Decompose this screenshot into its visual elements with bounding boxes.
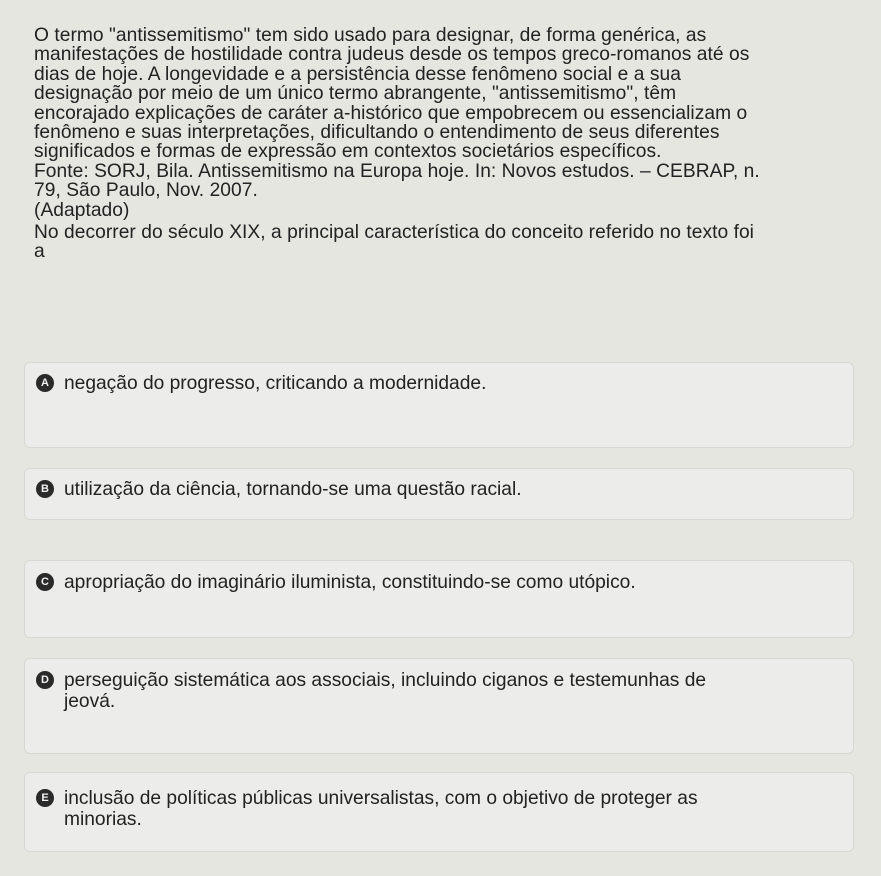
option-c-text: apropriação do imaginário iluminista, constituindo-se como utópico.	[64, 572, 636, 593]
question-line: encorajado explicações de caráter a-histórico que empobrecem ou essencializam o	[34, 102, 748, 124]
source-line: Fonte: SORJ, Bila. Antissemitismo na Europa hoje. In: Novos estudos. – CEBRAP, n.	[34, 160, 760, 182]
option-b-text: utilização da ciência, tornando-se uma questão racial.	[64, 479, 522, 500]
option-b-badge: B	[36, 480, 54, 498]
option-e-text-line1: inclusão de políticas públicas universalistas, com o objetivo de proteger as	[64, 788, 698, 809]
option-d-text-line1: perseguição sistemática aos associais, incluindo ciganos e testemunhas de	[64, 670, 707, 691]
prompt-line: a	[34, 241, 45, 263]
prompt-line: No decorrer do século XIX, a principal característica do conceito referido no texto foi	[34, 222, 754, 244]
question-line: designação por meio de um único termo abrangente, "antissemitismo", têm	[34, 83, 677, 105]
option-d-badge: D	[36, 671, 54, 689]
option-c-badge: C	[36, 573, 54, 591]
question-line: O termo "antissemitismo" tem sido usado para designar, de forma genérica, as	[34, 25, 707, 46]
source-line: 79, São Paulo, Nov. 2007.	[34, 180, 258, 202]
option-e-badge: E	[36, 789, 54, 807]
question-text	[34, 26, 854, 262]
question-line: manifestações de hostilidade contra judeus desde os tempos greco-romanos até os	[34, 44, 750, 66]
option-a-badge: A	[36, 374, 54, 392]
option-d-text-line2: jeová.	[64, 691, 116, 712]
question-line: dias de hoje. A longevidade e a persistência desse fenômeno social e a sua	[34, 63, 681, 85]
source-line: (Adaptado)	[34, 199, 130, 221]
question-line: significados e formas de expressão em contextos societários específicos.	[34, 141, 662, 163]
question-line: fenômeno e suas interpretações, dificultando o entendimento de seus diferentes	[34, 122, 720, 144]
option-a-text: negação do progresso, criticando a modernidade.	[64, 373, 487, 394]
option-e-text-line2: minorias.	[64, 809, 142, 830]
